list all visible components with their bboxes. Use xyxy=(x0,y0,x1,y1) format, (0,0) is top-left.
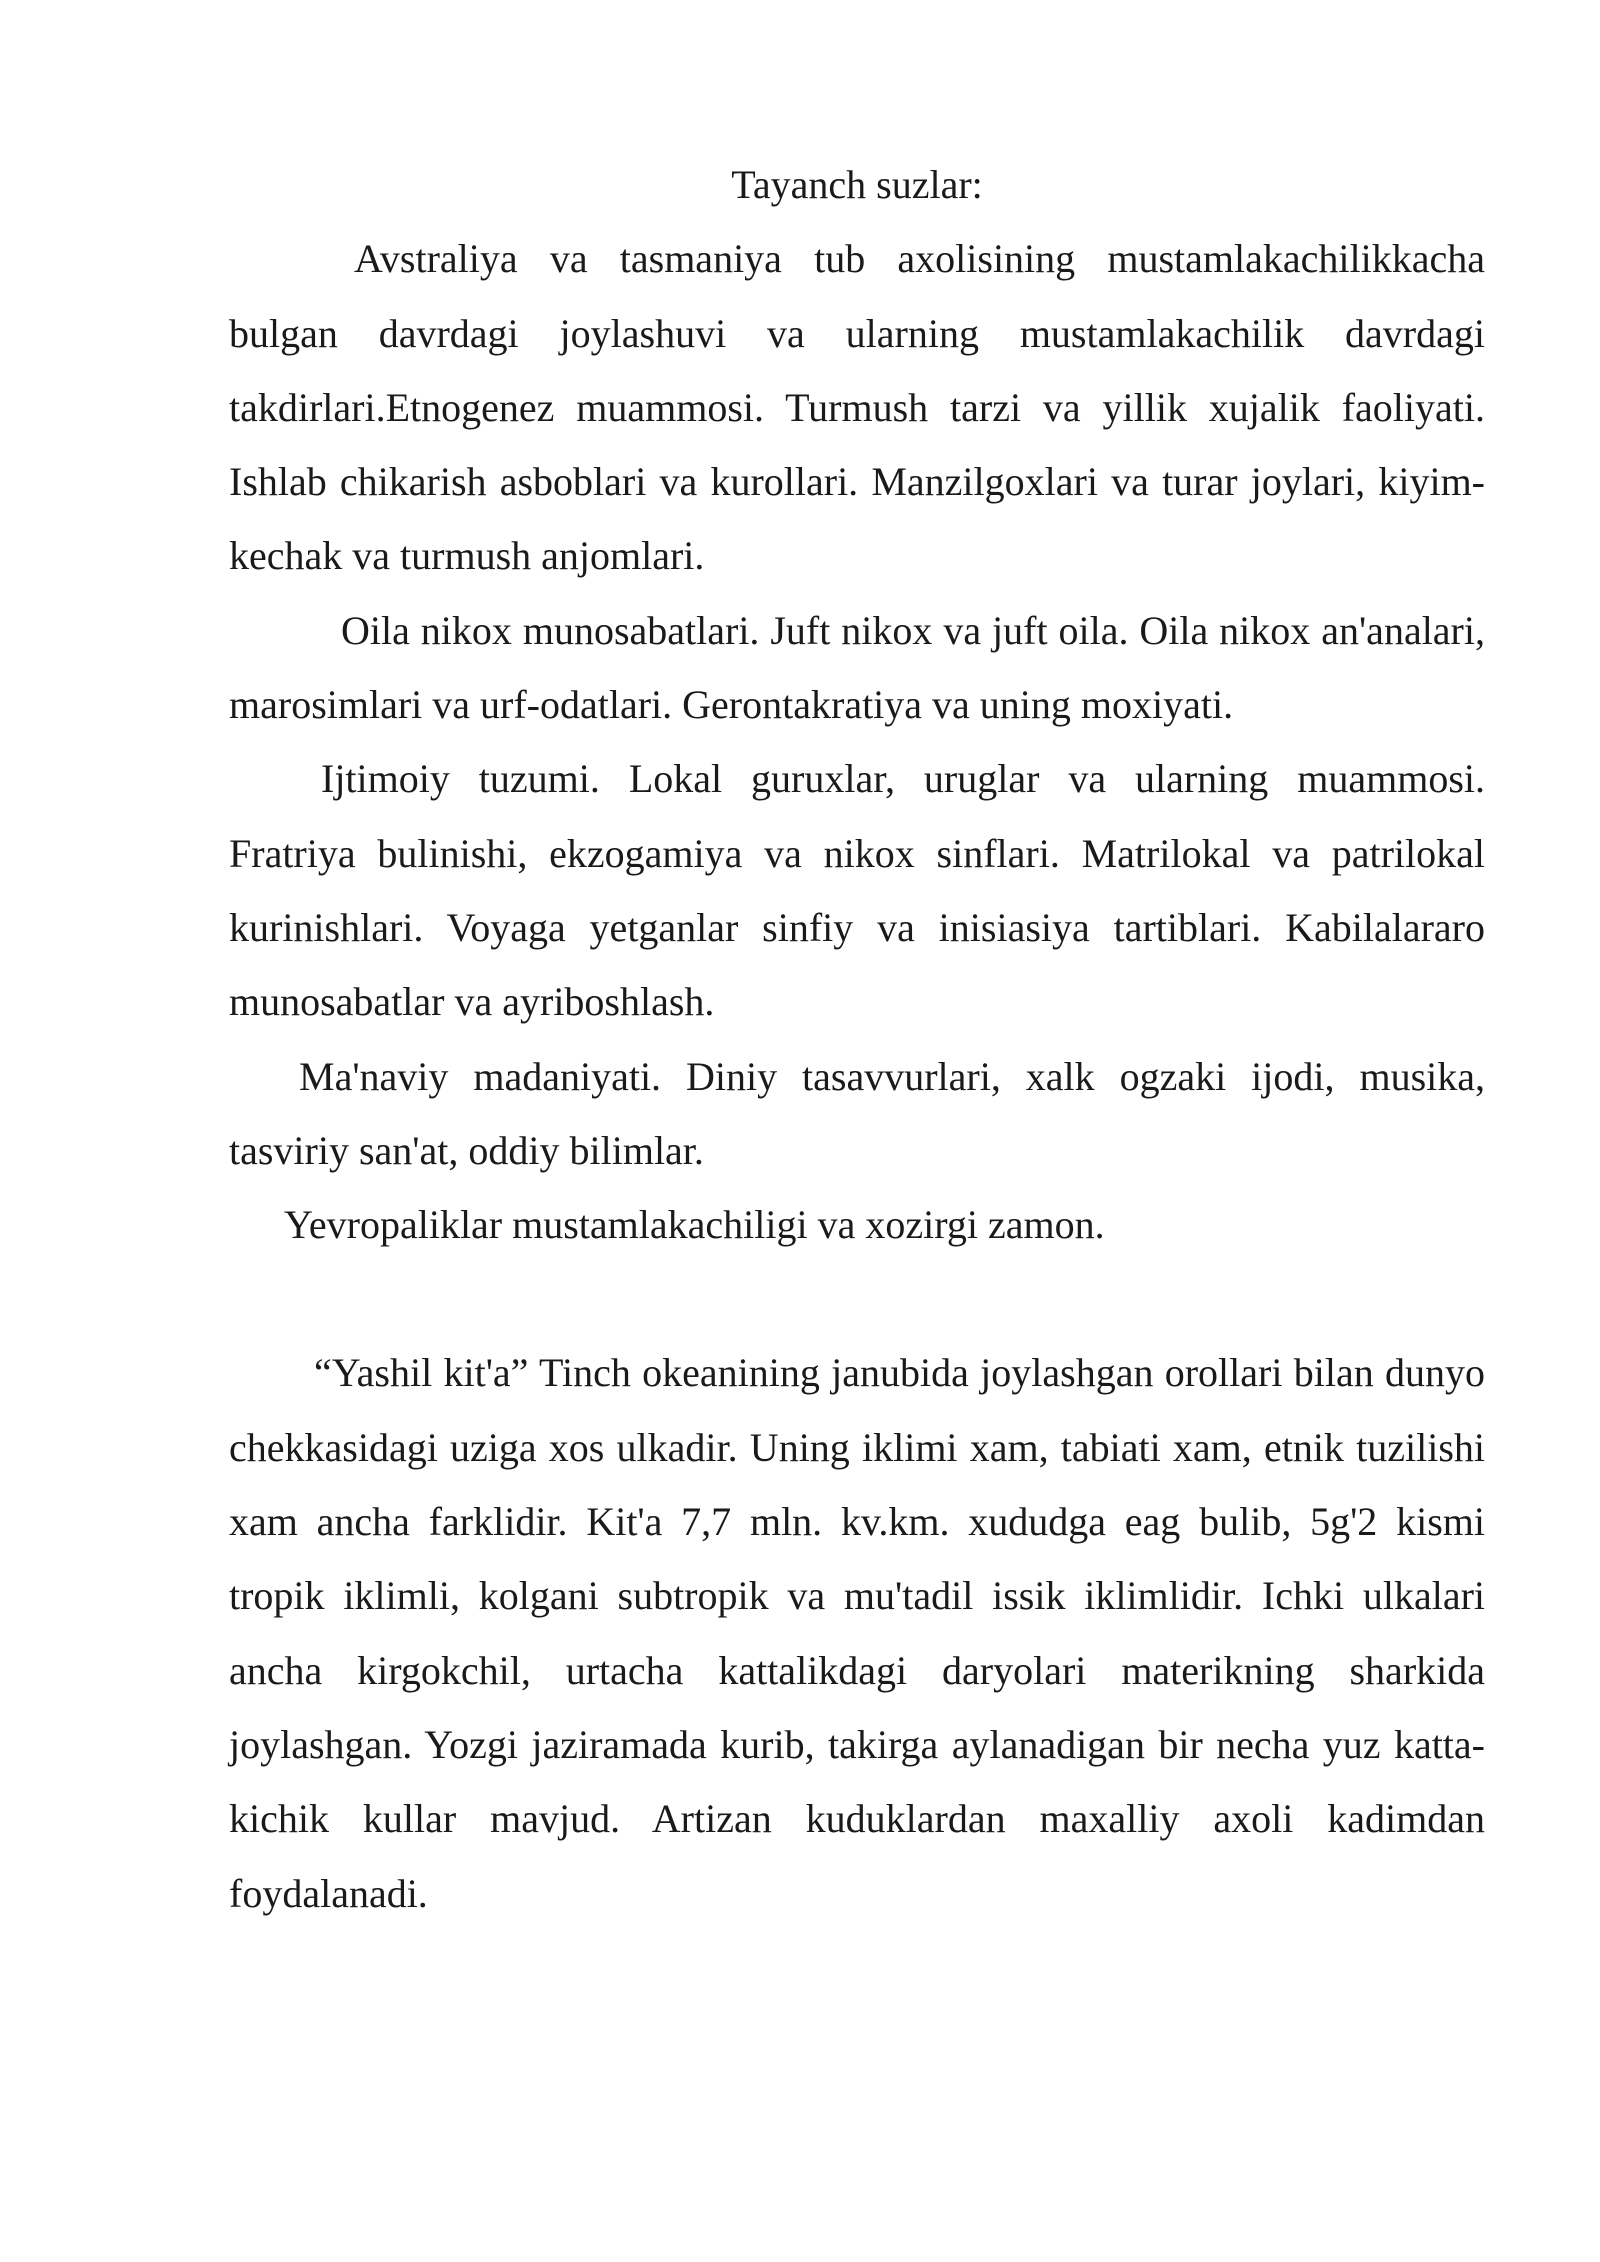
paragraph-green-continent: “Yashil kit'a” Tinch okeanining janubida joylashgan orollari bilan dunyo chekkasidagi uziga xos ulkadir. Uning iklimi xam, tabiati xam, etnik tuzilishi xam ancha farklidir. Kit'a 7,7 mln. kv.km. xududga eag bulib, 5g'2 kismi tropik iklimli, kolgani subtropik va mu'tadil issik iklimlidir. Ichki ulkalari ancha kirgokchil, urtacha kattalikdagi daryolari materikning sharkida joylashgan. Yozgi jaziramada kurib, takirga aylanadigan bir necha yuz katta-kichik kullar mavjud. Artizan kuduklardan maxalliy axoli kadimdan foydalanadi. xyxy=(229,1350,1485,1916)
document-body xyxy=(229,148,1485,1931)
paragraph-social-structure: Ijtimoiy tuzumi. Lokal guruxlar, uruglar va ularning muammosi. Fratriya bulinishi, ekzogamiya va nikox sinflari. Matrilokal va patrilokal kurinishlari. Voyaga yetganlar sinfiy va inisiasiya tartiblari. Kabilalararo munosabatlar va ayriboshlash. xyxy=(229,756,1485,1025)
paragraph-family-marriage: Oila nikox munosabatlari. Juft nikox va juft oila. Oila nikox an'analari, marosimlari va urf-odatlari. Gerontakratiya va uning moxiyati. xyxy=(229,607,1485,728)
paragraph-spacer xyxy=(229,1262,1485,1336)
page-title: Tayanch suzlar: xyxy=(731,162,983,207)
paragraph-spiritual-culture: Ma'naviy madaniyati. Diniy tasavvurlari, xalk ogzaki ijodi, musika, tasviriy san'at, oddiy bilimlar. xyxy=(229,1053,1485,1173)
paragraph-colonialism: Yevropaliklar mustamlakachiligi va xozirgi zamon. xyxy=(284,1202,1105,1248)
paragraph-settlement: Avstraliya va tasmaniya tub axolisining mustamlakachilikkacha bulgan davrdagi joylashuvi va ularning mustamlakachilik davrdagi takdirlari.Etnogenez muammosi. Turmush tarzi va yillik xujalik faoliyati. Ishlab chikarish asboblari va kurollari. Manzilgoxlari va turar joylari, kiyim-kechak va turmush anjomlari. xyxy=(229,236,1485,579)
